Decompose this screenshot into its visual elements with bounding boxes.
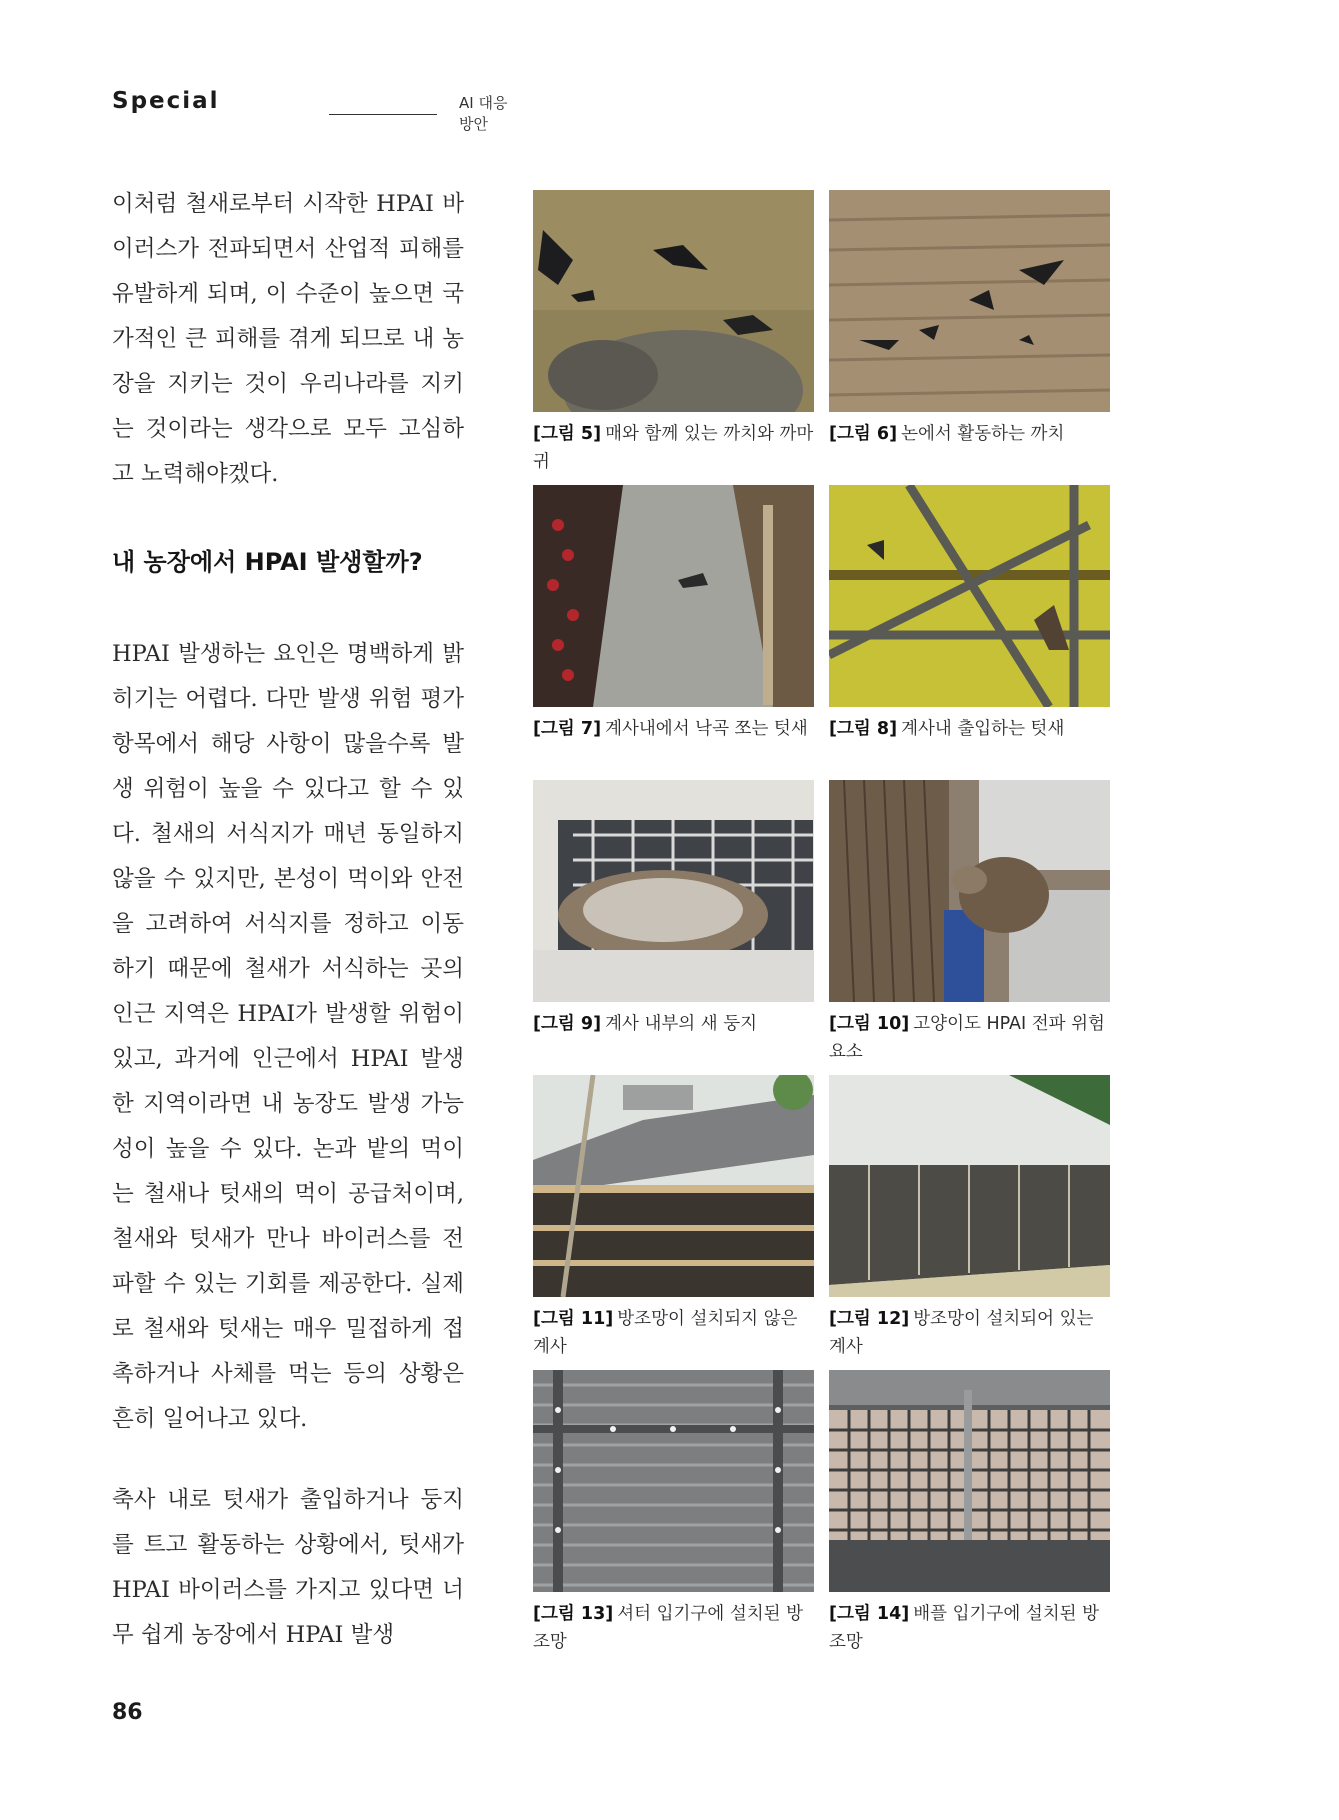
figure-11-label: [그림 11] (533, 1309, 614, 1329)
figure-12-text: 방조망이 설치되어 있는 계사 (829, 1309, 1094, 1357)
figure-13-text: 셔터 입기구에 설치된 방조망 (533, 1604, 804, 1652)
photo-net-on-baffle-inlet (829, 1370, 1110, 1592)
photo-henhouse-without-net (533, 1075, 814, 1297)
section-title: Special (112, 88, 220, 114)
figure-12-caption (829, 1305, 1110, 1361)
figure-13 (533, 1370, 814, 1656)
photo-nest-in-henhouse (533, 780, 814, 1002)
figure-10-label: [그림 10] (829, 1014, 910, 1034)
figure-12-label: [그림 12] (829, 1309, 910, 1329)
section-heading: 내 농장에서 HPAI 발생할까? (112, 548, 423, 576)
figure-6-label: [그림 6] (829, 424, 898, 444)
header-topic: AI 대응 방안 (459, 94, 508, 133)
photo-birds-on-truss (829, 485, 1110, 707)
figure-9-label: [그림 9] (533, 1014, 602, 1034)
photo-magpies-crows-with-hawk (533, 190, 814, 412)
figure-7-label: [그림 7] (533, 719, 602, 739)
figure-6-text: 논에서 활동하는 까치 (901, 424, 1065, 444)
figure-5-label: [그림 5] (533, 424, 602, 444)
figure-10 (829, 780, 1110, 1066)
figure-9 (533, 780, 814, 1038)
figure-8-text: 계사내 출입하는 텃새 (901, 719, 1065, 739)
photo-cat-on-egg-trays (829, 780, 1110, 1002)
figure-6-caption (829, 420, 1110, 448)
figure-14-text: 배플 입기구에 설치된 방조망 (829, 1604, 1100, 1652)
figure-12 (829, 1075, 1110, 1361)
figure-14-caption (829, 1600, 1110, 1656)
figure-11-text: 방조망이 설치되지 않은 계사 (533, 1309, 798, 1357)
figure-5-caption (533, 420, 814, 476)
figure-8-label: [그림 8] (829, 719, 898, 739)
figure-8-caption (829, 715, 1110, 743)
figure-7-caption (533, 715, 814, 743)
figure-13-caption (533, 1600, 814, 1656)
photo-magpies-in-paddy (829, 190, 1110, 412)
header-rule (329, 114, 437, 115)
body-paragraph-1: 이처럼 철새로부터 시작한 HPAI 바이러스가 전파되면서 산업적 피해를 유발하게 되며, 이 수준이 높으면 국가적인 큰 피해를 겪게 되므로 내 농장을 지키는 것이 우리나라를 지키는 것이라는 생각으로 모두 고심하고 노력해야겠다. (112, 191, 464, 487)
figure-13-label: [그림 13] (533, 1604, 614, 1624)
photo-bird-pecking-in-henhouse (533, 485, 814, 707)
figure-9-caption (533, 1010, 814, 1038)
body-paragraph-2: HPAI 발생하는 요인은 명백하게 밝히기는 어렵다. 다만 발생 위험 평가 항목에서 해당 사항이 많을수록 발생 위험이 높을 수 있다고 할 수 있다. 철새의 서식지가 매년 동일하지 않을 수 있지만, 본성이 먹이와 안전을 고려하여 서식지를 정하고 이동하기 때문에 철새가 서식하는 곳의 인근 지역은 HPAI가 발생할 위험이 있고, 과거에 인근에서 HPAI 발생한 지역이라면 내 농장도 발생 가능성이 높을 수 있다. 논과 밭의 먹이는 철새나 텃새의 먹이 공급처이며, 철새와 텃새가 만나 바이러스를 전파할 수 있는 기회를 제공한다. 실제로 철새와 텃새는 매우 밀접하게 접촉하거나 사체를 먹는 등의 상황은 흔히 일어나고 있다. (112, 641, 464, 1432)
figure-10-text: 고양이도 HPAI 전파 위험 요소 (829, 1014, 1105, 1062)
body-paragraph-3: 축사 내로 텃새가 출입하거나 둥지를 트고 활동하는 상황에서, 텃새가 HPAI 바이러스를 가지고 있다면 너무 쉽게 농장에서 HPAI 발생 (112, 1487, 464, 1648)
photo-net-on-shutter-inlet (533, 1370, 814, 1592)
figure-7-text: 계사내에서 낙곡 쪼는 텃새 (605, 719, 808, 739)
figure-7 (533, 485, 814, 743)
figure-5-text: 매와 함께 있는 까치와 까마귀 (533, 424, 814, 472)
figure-14 (829, 1370, 1110, 1656)
figure-11 (533, 1075, 814, 1361)
figure-9-text: 계사 내부의 새 둥지 (605, 1014, 758, 1034)
figure-5 (533, 190, 814, 476)
page-number: 86 (112, 1700, 143, 1725)
figure-6 (829, 190, 1110, 448)
figure-8 (829, 485, 1110, 743)
figure-14-label: [그림 14] (829, 1604, 910, 1624)
figure-11-caption (533, 1305, 814, 1361)
photo-henhouse-with-net (829, 1075, 1110, 1297)
figure-10-caption (829, 1010, 1110, 1066)
running-header (112, 88, 512, 133)
